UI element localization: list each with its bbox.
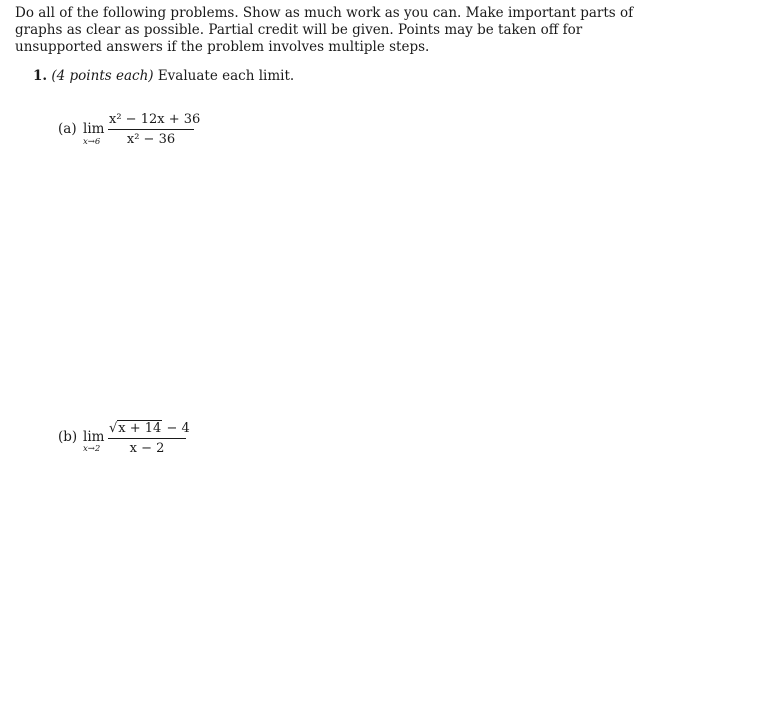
instructions-paragraph: Do all of the following problems. Show as much work as you can. Make important parts of graphs as clear as possible. Partial credit will be given. Points may be taken off for unsupported answers if the problem involves multiple steps. — [15, 5, 634, 55]
square-root-radical — [109, 420, 162, 436]
part-b-radicand: x + 14 — [118, 421, 162, 436]
part-b-fraction — [108, 420, 190, 456]
problem-number: 1. — [33, 68, 48, 84]
part-b-label: (b) — [58, 429, 78, 445]
part-a-denominator: x² − 36 — [126, 132, 176, 147]
part-a-lim: lim — [83, 121, 105, 137]
square-root-icon: √ — [109, 421, 118, 436]
part-a-fraction — [108, 112, 201, 147]
part-a-numerator: x² − 12x + 36 — [109, 112, 201, 127]
part-a-lim-subscript: x→6 — [83, 137, 101, 147]
part-b-numerator-tail: − 4 — [162, 421, 190, 436]
part-b-lim: lim — [83, 429, 105, 445]
problem-instruction: Evaluate each limit. — [157, 68, 295, 84]
part-b-lim-subscript: x→2 — [83, 444, 101, 454]
part-b — [58, 420, 258, 460]
part-a — [58, 112, 258, 152]
part-b-numerator — [108, 420, 190, 438]
problem-1-header — [33, 68, 294, 85]
part-b-denominator: x − 2 — [129, 441, 165, 456]
part-a-label: (a) — [58, 121, 77, 137]
problem-points: (4 points each) — [51, 68, 154, 84]
